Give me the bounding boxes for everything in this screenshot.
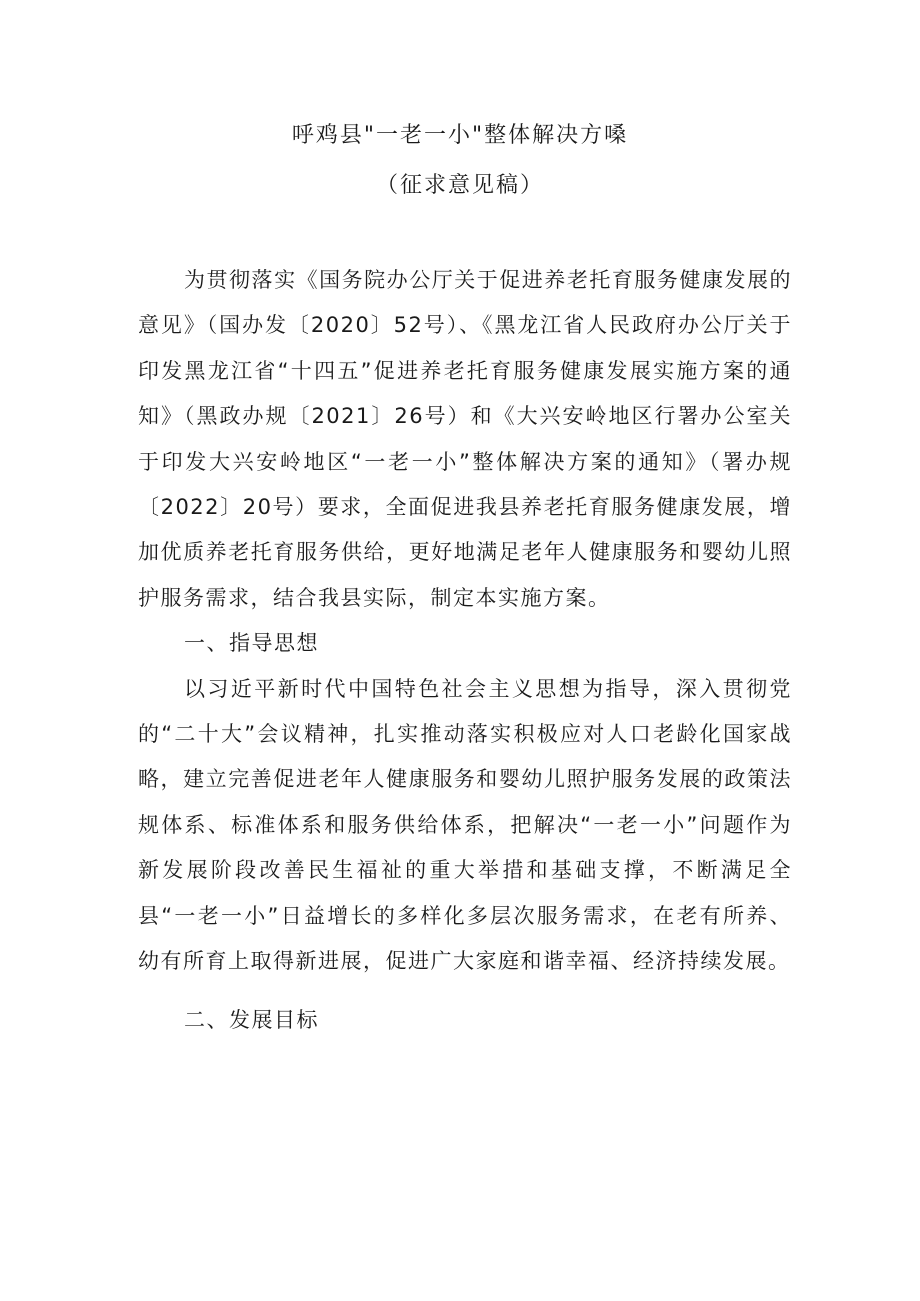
intro-paragraph: 为贯彻落实《国务院办公厅关于促进养老托育服务健康发展的意见》（国办发〔2020〕52号）、《黑龙江省人民政府办公厅关于印发黑龙江省“十四五”促进养老托育服务健康发展实施方案的通知》（黑政办规〔2021〕26号）和《大兴安岭地区行署办公室关于印发大兴安岭地区“一老一小”整体解决方案的通知》（署办规〔2022〕20号）要求，全面促进我县养老托育服务健康发展，增加优质养老托育服务供给，更好地满足老年人健康服务和婴幼儿照护服务需求，结合我县实际，制定本实施方案。	[138, 268, 792, 610]
document-title: 呼鸡县"一老一小"整体解决方嗓	[291, 123, 629, 148]
document-body	[138, 258, 792, 1043]
section-heading-guiding-ideology: 一、指导思想	[184, 631, 319, 656]
guiding-ideology-paragraph: 以习近平新时代中国特色社会主义思想为指导，深入贯彻党的“二十大”会议精神，扎实推动落实积极应对人口老龄化国家战略，建立完善促进老年人健康服务和婴幼儿照护服务发展的政策法规体系、标准体系和服务供给体系，把解决“一老一小”问题作为新发展阶段改善民生福祉的重大举措和基础支撑，不断满足全县“一老一小”日益增长的多样化多层次服务需求，在老有所养、幼有所育上取得新进展，促进广大家庭和谐幸福、经济持续发展。	[138, 676, 792, 974]
section-heading-development-goals: 二、发展目标	[184, 1007, 319, 1032]
document-subtitle: （征求意见稿）	[375, 173, 544, 198]
